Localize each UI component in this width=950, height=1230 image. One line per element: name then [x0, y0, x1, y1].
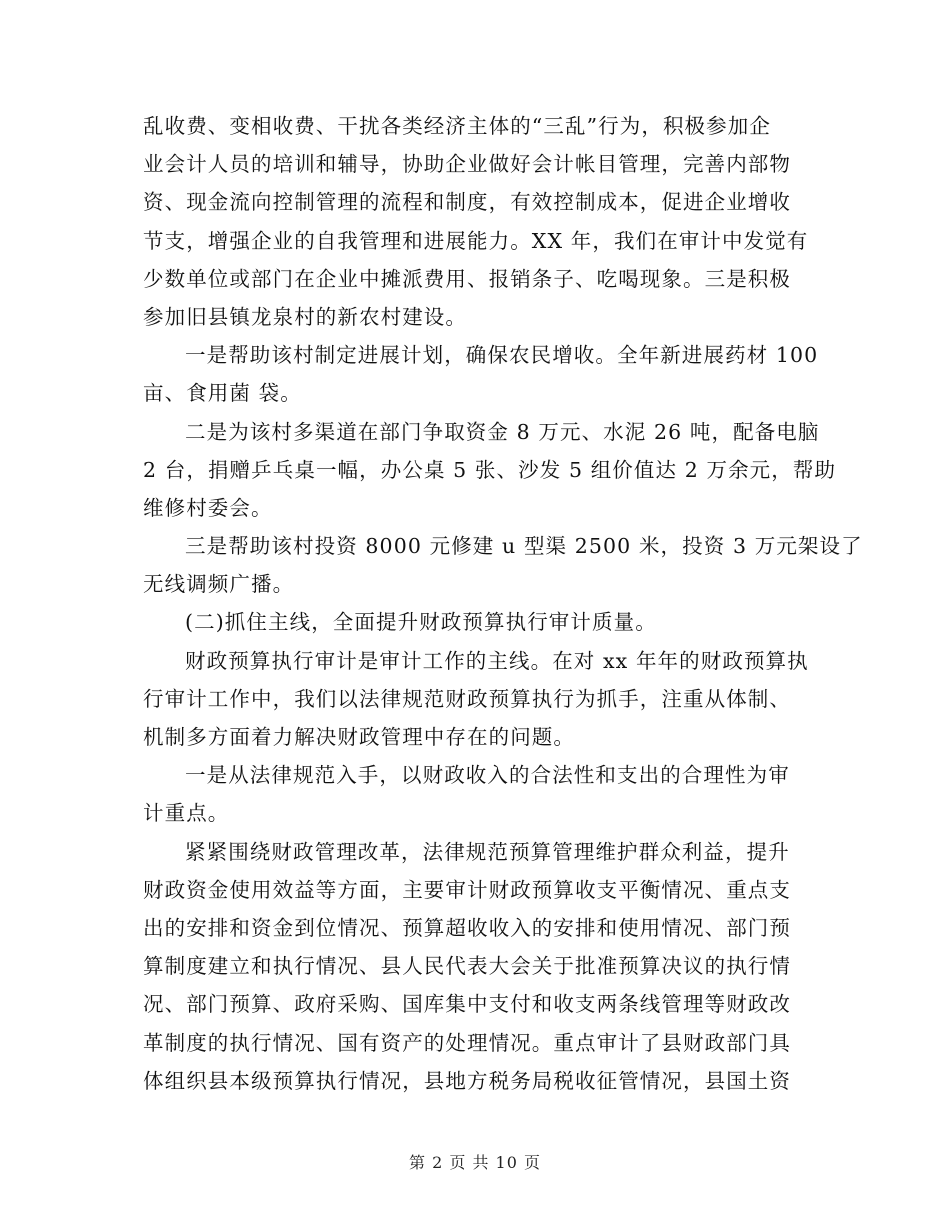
text-line: 节支，增强企业的自我管理和进展能力。XX 年，我们在审计中发觉有 [143, 228, 809, 253]
text-line: 计重点。 [143, 801, 230, 826]
text-line: 行审计工作中，我们以法律规范财政预算执行为抓手，注重从体制、 [143, 686, 791, 711]
text-line: 参加旧县镇龙泉村的新农村建设。 [143, 304, 467, 329]
text-line: 2 台，捐赠乒乓桌一幅，办公桌 5 张、沙发 5 组价值达 2 万余元，帮助 [143, 457, 837, 482]
text-line: 紧紧围绕财政管理改革，法律规范预算管理维护群众利益，提升 [185, 839, 790, 864]
text-line: 三是帮助该村投资 8000 元修建 u 型渠 2500 米，投资 3 万元架设了 [185, 534, 863, 559]
body-text [143, 107, 863, 1100]
text-line: (二)抓住主线，全面提升财政预算执行审计质量。 [185, 610, 657, 635]
text-line: 况、部门预算、政府采购、国库集中支付和收支两条线管理等财政改 [143, 992, 791, 1017]
text-line: 革制度的执行情况、国有资产的处理情况。重点审计了县财政部门具 [143, 1030, 791, 1055]
text-line: 出的安排和资金到位情况、预算超收收入的安排和使用情况、部门预 [143, 915, 791, 940]
text-line: 亩、食用菌 袋。 [143, 381, 302, 406]
page-footer: 第 2 页 共 10 页 [409, 1153, 541, 1172]
text-line: 无线调频广播。 [143, 572, 295, 597]
text-line: 少数单位或部门在企业中摊派费用、报销条子、吃喝现象。三是积极 [143, 266, 791, 291]
text-line: 体组织县本级预算执行情况，县地方税务局税收征管情况，县国土资 [143, 1068, 791, 1093]
text-line: 一是从法律规范入手，以财政收入的合法性和支出的合理性为审 [185, 763, 790, 788]
text-line: 维修村委会。 [143, 495, 273, 520]
text-line: 资、现金流向控制管理的流程和制度，有效控制成本，促进企业增收 [143, 190, 791, 215]
text-line: 业会计人员的培训和辅导，协助企业做好会计帐目管理，完善内部物 [143, 152, 791, 177]
text-line: 一是帮助该村制定进展计划，确保农民增收。全年新进展药材 100 [185, 343, 819, 368]
text-line: 二是为该村多渠道在部门争取资金 8 万元、水泥 26 吨，配备电脑 [185, 419, 820, 444]
text-line: 算制度建立和执行情况、县人民代表大会关于批准预算决议的执行情 [143, 954, 791, 979]
text-line: 财政预算执行审计是审计工作的主线。在对 xx 年年的财政预算执 [185, 648, 809, 673]
text-line: 乱收费、变相收费、干扰各类经济主体的“三乱”行为，积极参加企 [143, 114, 771, 138]
text-line: 财政资金使用效益等方面，主要审计财政预算收支平衡情况、重点支 [143, 877, 791, 902]
text-line: 机制多方面着力解决财政管理中存在的问题。 [143, 725, 575, 749]
